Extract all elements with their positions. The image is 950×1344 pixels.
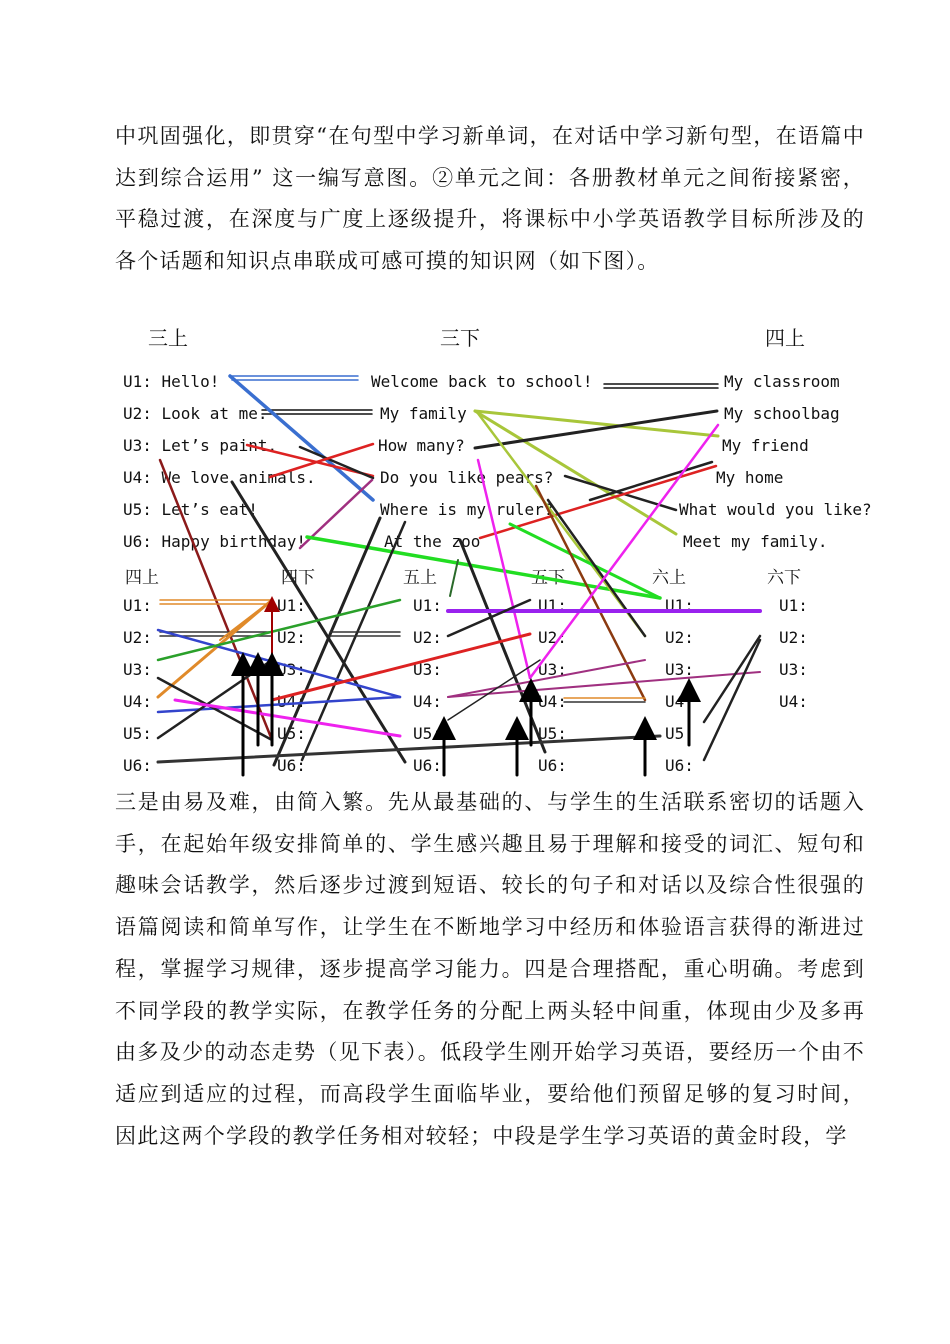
unit-3a-2: U2: Look at me. [123,404,268,423]
grid-4b-u2: U2: [277,628,306,647]
connector-line [475,411,717,448]
header-grade5-second: 五下 [531,568,565,588]
connector-line [272,634,530,700]
grid-6a-u3: U3: [665,660,694,679]
grid-6b-u2: U2: [779,628,808,647]
unit-4a-1: My classroom [724,372,840,391]
connector-line [158,600,400,660]
connector-line [590,462,712,500]
unit-3a-6: U6: Happy birthday! [123,532,307,551]
grid-4b-u3: U3: [277,660,306,679]
grid-5a-u1: U1: [413,596,442,615]
unit-3b-4: Do you like pears? [380,468,554,487]
unit-3b-6: At the zoo [384,532,481,551]
grid-5b-u3: U3: [538,660,567,679]
grid-4a-u5: U5: [123,724,152,743]
grid-5b-u1: U1: [538,596,567,615]
grid-6b-u4: U4: [779,692,808,711]
header-grade3-first: 三上 [148,326,188,350]
grid-4b-u6: U6: [277,756,306,775]
unit-3b-1: Welcome back to school! [371,372,593,391]
grid-5a-u4: U4: [413,692,442,711]
header-grade4-first-lower: 四上 [125,568,159,588]
intro-paragraph: 中巩固强化，即贯穿“在句型中学习新单词，在对话中学习新句型，在语篇中达到综合运用” 这一编写意图。②单元之间：各册教材单元之间衔接紧密，平稳过渡，在深度与广度上逐级提升，将课标中小学英语教学目标所涉及的各个话题和知识点串联成可感可摸的知识网（如下图）。 [115,124,865,274]
unit-3b-2: My family [380,404,467,423]
grid-6a-u2: U2: [665,628,694,647]
connector-line [448,660,645,697]
grid-4a-u1: U1: [123,596,152,615]
connector-line [704,640,760,760]
grid-4a-u3: U3: [123,660,152,679]
connector-line [274,518,380,765]
body-paragraph: 三是由易及难，由简入繁。先从最基础的、与学生的生活联系密切的话题入手，在起始年级安排简单的、学生感兴趣且易于理解和接受的词汇、短句和趣味会话教学，然后逐步过渡到短语、较长的句子和对话以及综合性很强的语篇阅读和简单写作，让学生在不断地学习中经历和体验语言获得的渐进过程，掌握学习规律，逐步提高学习能力。四是合理搭配，重心明确。考虑到不同学段的教学实际，在教学任务的分配上两头轻中间重，体现由少及多再由多及少的动态走势（见下表）。低段学生刚开始学习英语，要经历一个由不适应到适应的过程，而高段学生面临毕业，要给他们预留足够的复习时间，因此这两个学段的教学任务相对较轻；中段是学生学习英语的黄金时段，学 [115,790,865,1148]
header-grade3-second: 三下 [440,326,480,350]
unit-3b-3: How many? [378,436,465,455]
grid-5b-u4: U4: [538,692,567,711]
unit-4a-2: My schoolbag [724,404,840,423]
grid-4a-u4: U4: [123,692,152,711]
grid-4b-u1: U1: [277,596,306,615]
unit-4a-3: My friend [722,436,809,455]
header-grade4-first: 四上 [765,326,805,350]
connector-line [548,500,645,636]
grid-5a-u3: U3: [413,660,442,679]
header-grade4-second: 四下 [281,568,315,588]
header-grade6-first: 六上 [652,568,686,588]
grid-4b-u5: U5: [277,724,306,743]
grid-6a-u4: U4: [665,692,694,711]
connector-line [704,636,760,722]
connector-line [158,736,660,762]
grid-5a-u6: U6: [413,756,442,775]
grid-5a-u2: U2: [413,628,442,647]
grid-6b-u1: U1: [779,596,808,615]
unit-4a-4: My home [716,468,784,487]
header-grade6-second: 六下 [767,568,801,588]
connector-line [230,376,373,500]
connector-line [300,447,373,478]
grid-6a-u6: U6: [665,756,694,775]
grid-6a-u1: U1: [665,596,694,615]
unit-3a-4: U4: We love animals. [123,468,316,487]
grid-5a-u5: U5: [413,724,442,743]
grid-5b-u5: U5: [538,724,567,743]
unit-3b-5: Where is my ruler? [380,500,554,519]
grid-6a-u5: U5: [665,724,694,743]
grid-5b-u2: U2: [538,628,567,647]
grid-4b-u4: U4: [277,692,306,711]
unit-3a-5: U5: Let’s eat! [123,500,258,519]
grid-4a-u6: U6: [123,756,152,775]
unit-4a-6: Meet my family. [683,532,828,551]
unit-3a-1: U1: Hello! [123,372,220,391]
grid-5b-u6: U6: [538,756,567,775]
connector-line [158,600,272,697]
grid-4a-u2: U2: [123,628,152,647]
unit-4a-5: What would you like? [679,500,872,519]
connector-line [158,678,272,740]
header-grade5-first: 五上 [403,568,437,588]
connector-line [450,560,458,596]
unit-3a-3: U3: Let’s paint. [123,436,278,455]
grid-6b-u3: U3: [779,660,808,679]
connector-line [158,630,400,697]
connector-line [448,672,760,697]
